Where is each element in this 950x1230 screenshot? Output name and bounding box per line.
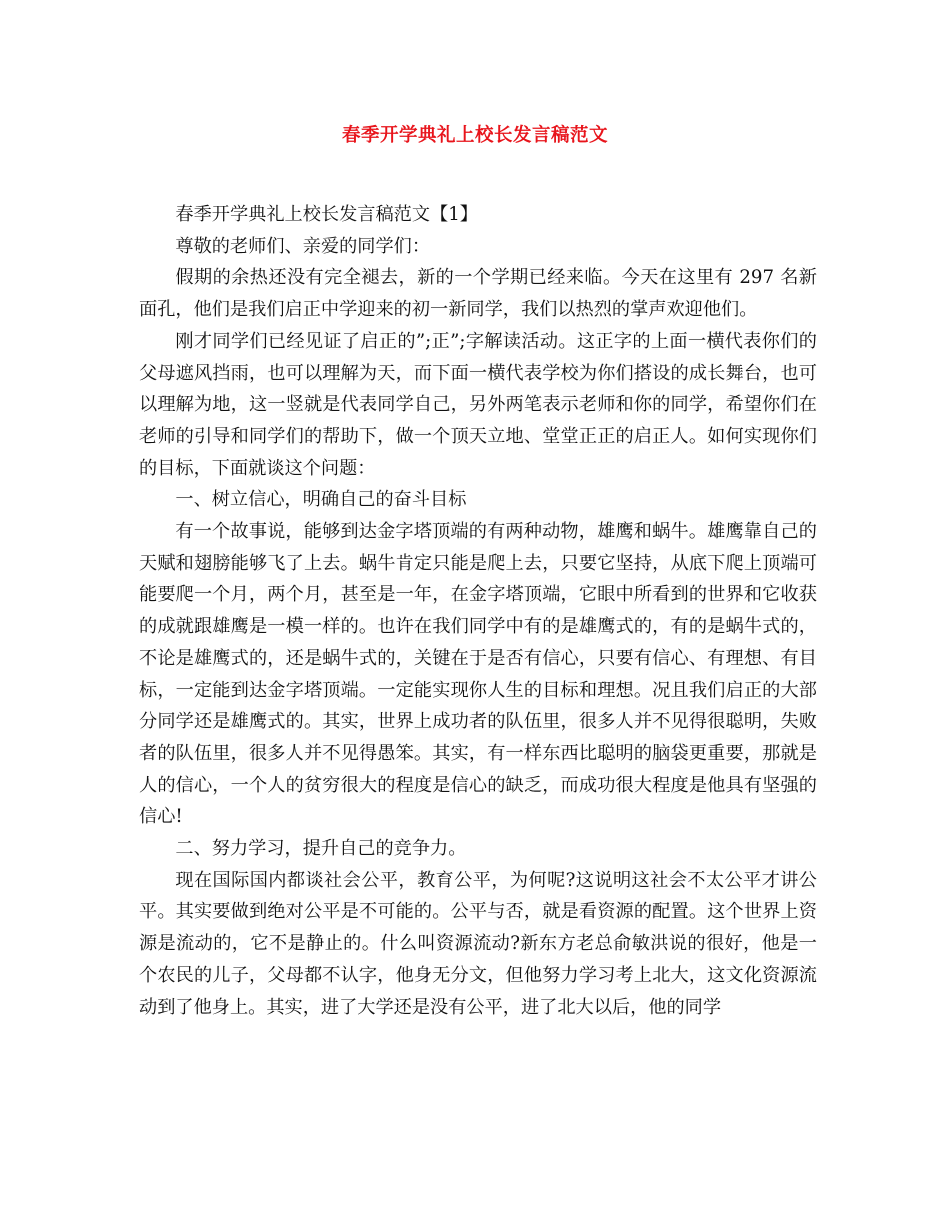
paragraph-zheng-character: 刚才同学们已经见证了启正的”;正”;字解读活动。这正字的上面一横代表你们的父母遮风挡雨，也可以理解为天，而下面一横代表学校为你们搭设的成长舞台，也可以理解为地，这一竖就是代表同学自己，另外两笔表示老师和你的同学，希望你们在老师的引导和同学们的帮助下，做一个顶天立地、堂堂正正的启正人。如何实现你们的目标，下面就谈这个问题： xyxy=(139,330,817,479)
paragraph-salutation: 尊敬的老师们、亲爱的同学们： xyxy=(175,235,431,257)
document-body xyxy=(139,199,817,1023)
document-title: 春季开学典礼上校长发言稿范文 xyxy=(341,125,608,146)
paragraph-heading: 春季开学典礼上校长发言稿范文【1】 xyxy=(175,204,478,225)
section-heading-confidence: 一、树立信心，明确自己的奋斗目标 xyxy=(175,489,467,511)
paragraph-intro: 假期的余热还没有完全褪去，新的一个学期已经来临。今天在这里有 297 名新面孔，他们是我们启正中学迎来的初一新同学，我们以热烈的掌声欢迎他们。 xyxy=(139,267,817,321)
section-heading-study: 二、努力学习，提升自己的竞争力。 xyxy=(175,838,467,860)
paragraph-fairness: 现在国际国内都谈社会公平，教育公平，为何呢?这说明这社会不太公平才讲公平。其实要做到绝对公平是不可能的。公平与否，就是看资源的配置。这个世界上资源是流动的，它不是静止的。什么叫资源流动?新东方老总俞敏洪说的很好，他是一个农民的儿子，父母都不认字，他身无分文，但他努力学习考上北大，这文化资源流动到了他身上。其实，进了大学还是没有公平，进了北大以后，他的同学 xyxy=(139,869,817,1018)
paragraph-eagle-snail: 有一个故事说，能够到达金字塔顶端的有两种动物，雄鹰和蜗牛。雄鹰靠自己的天赋和翅膀能够飞了上去。蜗牛肯定只能是爬上去，只要它坚持，从底下爬上顶端可能要爬一个月，两个月，甚至是一年，在金字塔顶端，它眼中所看到的世界和它收获的成就跟雄鹰是一模一样的。也许在我们同学中有的是雄鹰式的，有的是蜗牛式的，不论是雄鹰式的，还是蜗牛式的，关键在于是否有信心，只要有信心、有理想、有目标，一定能到达金字塔顶端。一定能实现你人生的目标和理想。况且我们启正的大部分同学还是雄鹰式的。其实，世界上成功者的队伍里，很多人并不见得很聪明，失败者的队伍里，很多人并不见得愚笨。其实，有一样东西比聪明的脑袋更重要，那就是人的信心，一个人的贫穷很大的程度是信心的缺乏，而成功很大程度是他具有坚强的信心! xyxy=(139,521,817,828)
